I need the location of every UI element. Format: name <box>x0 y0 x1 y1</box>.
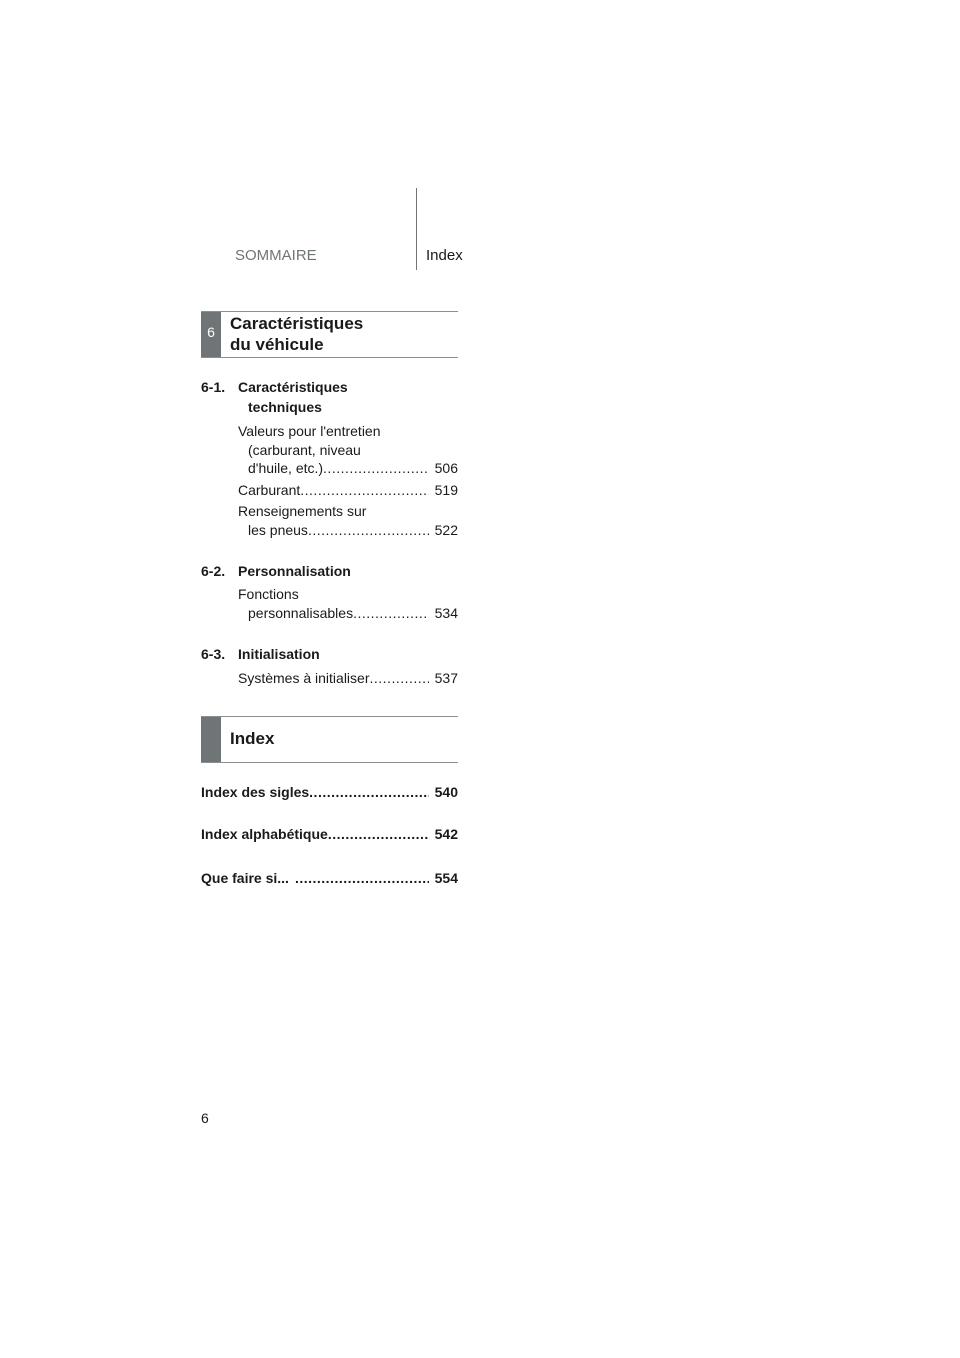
subsection-number: 6-2. <box>201 563 226 579</box>
nav-divider <box>416 188 417 270</box>
page-number: 6 <box>201 1110 209 1126</box>
toc-entry[interactable]: Index des sigles ..... 540 <box>201 783 458 802</box>
page-ref: 554 <box>434 870 458 886</box>
page-ref: 519 <box>434 482 458 498</box>
page-ref: 534 <box>434 604 458 621</box>
toc-entry[interactable]: Valeurs pour l'entretien (carburant, niveau d'huile, etc.) ..... 506 <box>238 422 458 478</box>
subsection-number: 6-1. <box>201 379 226 395</box>
page-ref: 540 <box>434 784 458 800</box>
toc-entry[interactable]: Index alphabétique ..... 542 <box>201 825 458 844</box>
page-ref: 506 <box>434 460 458 476</box>
section-tab-number: 6 <box>207 324 215 340</box>
section-header-6 <box>201 311 458 358</box>
toc-entry[interactable]: Fonctions personnalisables ..... 534 <box>238 585 458 622</box>
page-ref: 542 <box>434 826 458 842</box>
page-ref: 537 <box>434 670 458 686</box>
subsection-title: Personnalisation <box>238 563 351 579</box>
subsection-title: Caractéristiques techniques <box>238 379 348 415</box>
subsection-title: Initialisation <box>238 646 320 662</box>
sommaire-link[interactable]: SOMMAIRE <box>235 247 317 264</box>
toc-entry[interactable]: Carburant ..... 519 <box>238 481 458 500</box>
section-title: Index <box>230 729 275 748</box>
toc-entry[interactable]: Renseignements sur les pneus ..... 522 <box>238 502 458 539</box>
subsection-number: 6-3. <box>201 646 226 662</box>
section-title: Caractéristiques du véhicule <box>230 314 364 354</box>
section-tab <box>201 717 221 762</box>
toc-entry[interactable]: Systèmes à initialiser ..... 537 <box>238 669 458 688</box>
page-ref: 522 <box>434 521 458 538</box>
toc-entry[interactable]: Que faire si... ..... 554 <box>201 869 458 888</box>
section-header-index <box>201 716 458 763</box>
index-link[interactable]: Index <box>426 247 463 264</box>
